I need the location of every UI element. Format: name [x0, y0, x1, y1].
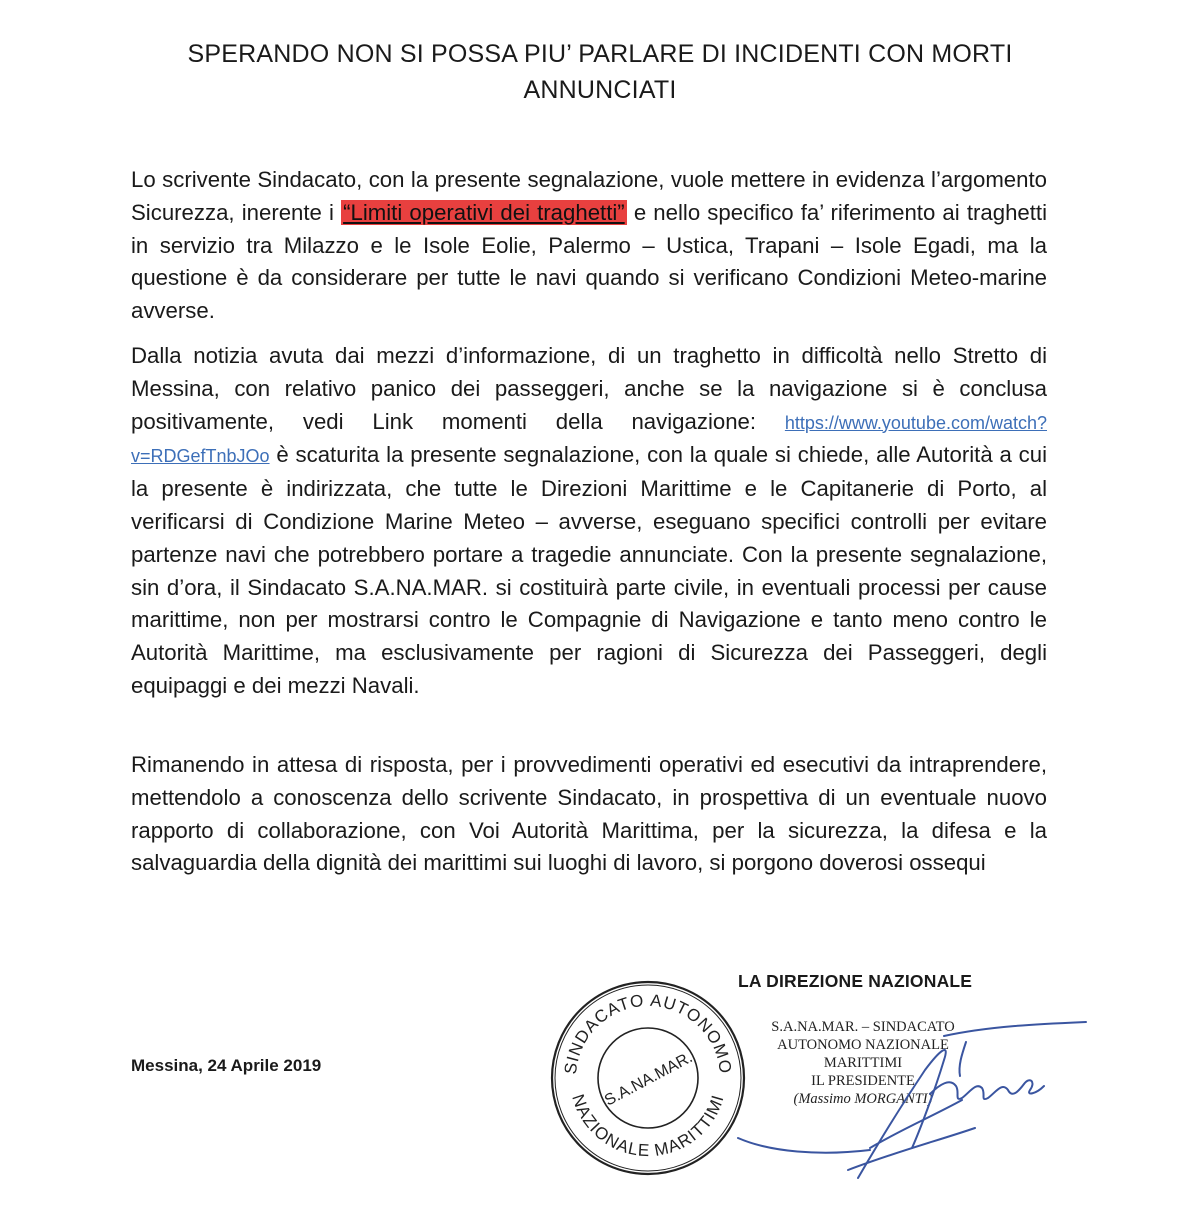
- highlighted-phrase: “Limiti operativi dei traghetti”: [343, 199, 625, 225]
- paragraph-2-end: è scaturita la presente segnalazione, con la quale si chiede, alle Autorità a cui la presente è indirizzata, che tutte le Direzioni Marittime e le Capitanerie di Porto, al verificarsi di Condizione Marine Meteo – avverse, eseguano specifici controlli per evitare partenze navi che potrebbero portare a tragedie annunciate. Con la presente segnalazione, sin d’ora, il Sindacato S.A.NA.MAR. si costituirà parte civile, in eventuali processi per cause marittime, non per mostrarsi contro le Compagnie di Navigazione e tanto meno contro le Autorità Marittime, ma esclusivamente per ragioni di Sicurezza dei Passeggeri, degli equipaggi e dei mezzi Navali.: [131, 442, 1047, 698]
- seal-stamp: [548, 978, 748, 1178]
- seal-bottom-text: NAZIONALE MARITTIMI: [568, 1091, 728, 1161]
- title-line-1: SPERANDO NON SI POSSA PIU’ PARLARE DI INCIDENTI CON MORTI: [187, 40, 1013, 68]
- seal-top-text: SINDACATO AUTONOMO: [560, 990, 736, 1076]
- seal-center-text: S.A.NA.MAR.: [601, 1049, 696, 1110]
- svg-text:NAZIONALE MARITTIMI: [568, 1092, 727, 1160]
- document-title: [100, 36, 1100, 108]
- paragraph-2: [131, 340, 1047, 703]
- paragraph-1-start: Lo scrivente Sindacato, con la presente segnalazione, vuole mettere in evidenza l’argomento Sicurezza, inerente i: [131, 167, 1047, 225]
- paragraph-3: Rimanendo in attesa di risposta, per i provvedimenti operativi ed esecutivi da intraprendere, mettendolo a conoscenza dello scrivente Sindacato, in prospettiva di un eventuale nuovo rapporto di collaborazione, con Voi Autorità Marittima, per la sicurezza, la difesa e la salvaguardia della dignità dei marittimi sui luoghi di lavoro, si porgono doverosi ossequi: [131, 752, 1047, 876]
- paragraph-2-start: Dalla notizia avuta dai mezzi d’informazione, di un traghetto in difficoltà nello Stretto di Messina, con relativo panico dei passeggeri, anche se la navigazione si è conclusa positivamente, vedi Link momenti della navigazione:: [131, 343, 1047, 434]
- youtube-link[interactable]: https://www.youtube.com/watch?v=RDGefTnbJOo: [131, 412, 1047, 467]
- handwritten-signature: [730, 1020, 1090, 1190]
- stamp-line-2: AUTONOMO NAZIONALE: [777, 1037, 949, 1053]
- title-line-2: ANNUNCIATI: [523, 76, 677, 104]
- stamp-line-1: S.A.NA.MAR. – SINDACATO: [771, 1019, 955, 1035]
- paragraph-1: [131, 164, 1047, 328]
- stamp-line-4: IL PRESIDENTE: [811, 1073, 915, 1089]
- direction-heading: LA DIREZIONE NAZIONALE: [738, 971, 973, 991]
- stamp-line-5: (Massimo MORGANTI): [793, 1091, 933, 1107]
- date-line: Messina, 24 Aprile 2019: [131, 1056, 322, 1075]
- paragraph-1-end: e nello specifico fa’ riferimento ai traghetti in servizio tra Milazzo e le Isole Eolie, Palermo – Ustica, Trapani – Isole Egadi, ma la questione è da considerare per tutte le navi quando si verificano Condizioni Meteo-marine avverse.: [131, 199, 1048, 324]
- stamp-line-3: MARITTIMI: [823, 1055, 903, 1071]
